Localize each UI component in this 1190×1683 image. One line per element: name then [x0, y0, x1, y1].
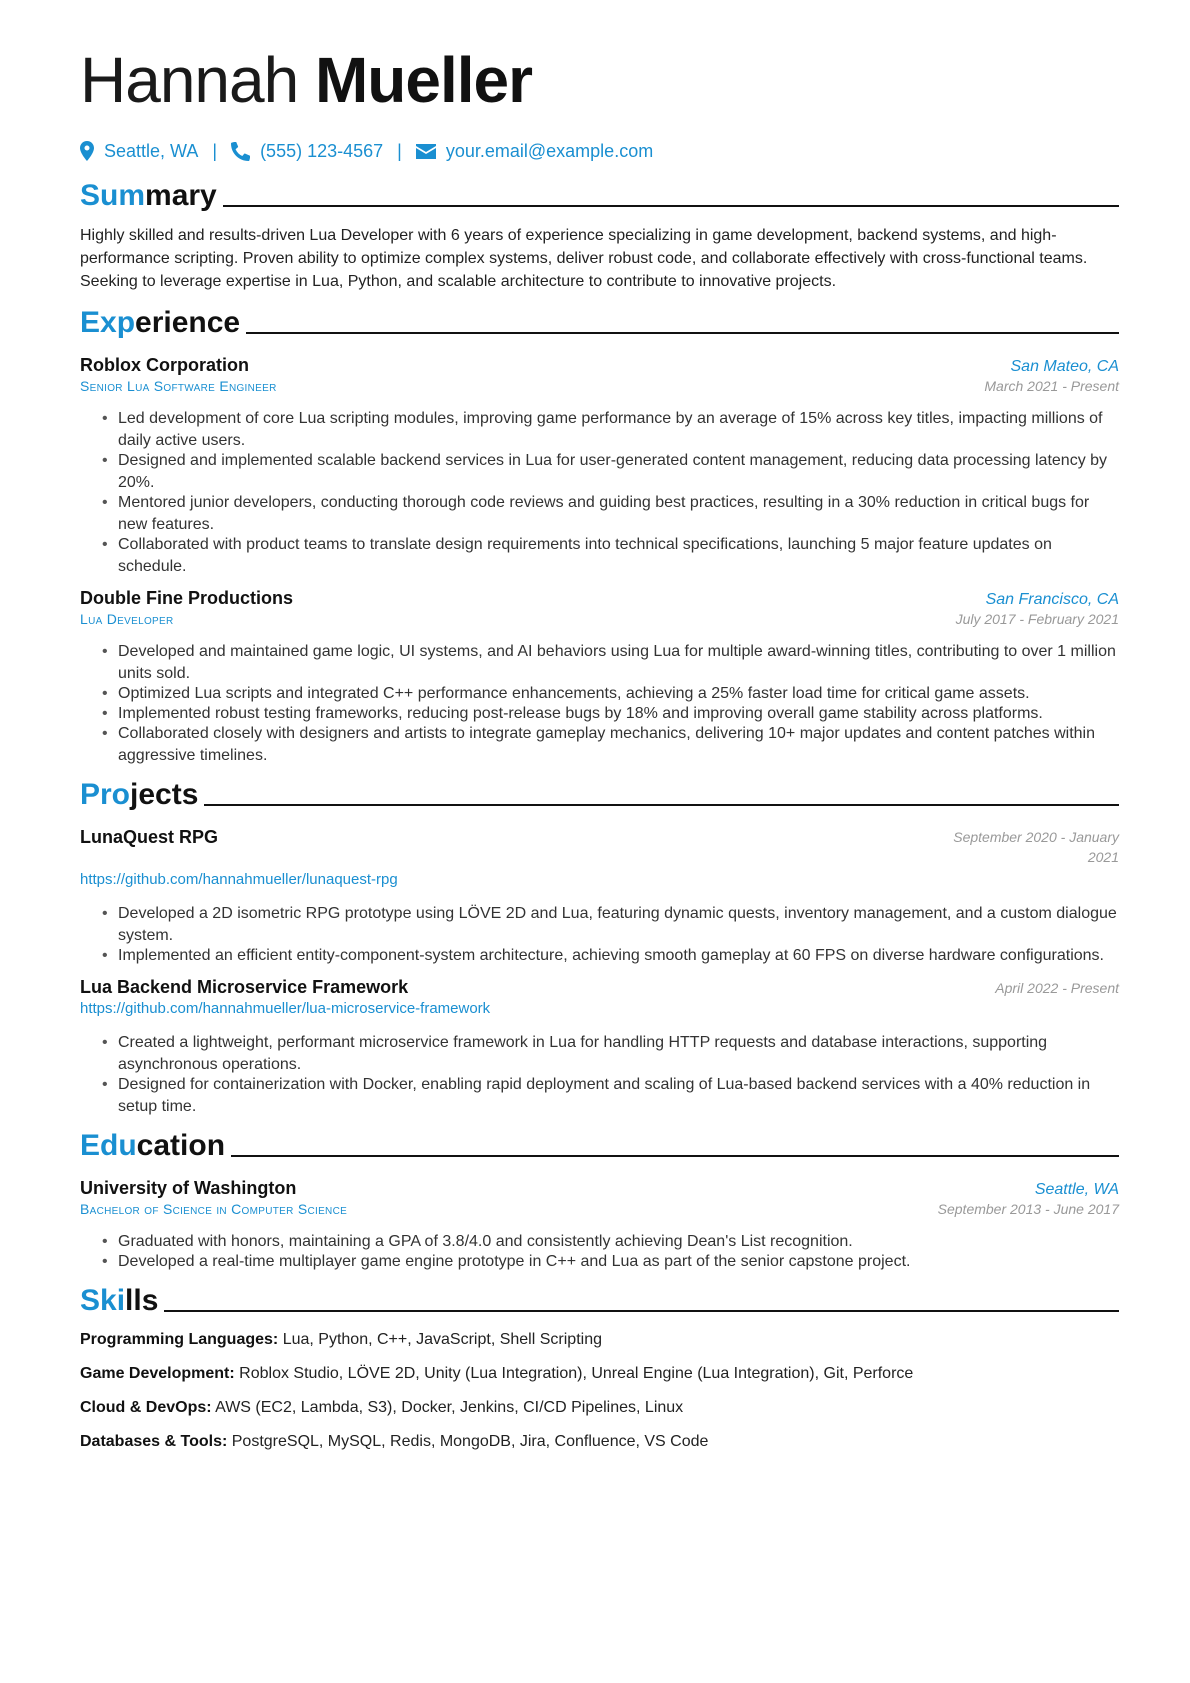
company-name: Roblox Corporation	[80, 355, 249, 375]
company-name: Double Fine Productions	[80, 588, 294, 608]
location-text: Seattle, WA	[104, 140, 199, 161]
bullet-list	[80, 641, 1119, 767]
project-entry	[80, 977, 1119, 1118]
contact-location	[80, 141, 198, 162]
job-dates: July 2017 - February 2021	[955, 611, 1119, 627]
contact-separator: |	[212, 140, 218, 161]
list-item: • Implemented robust testing frameworks, reducing post-release bugs by 18% and improving overall game stability across platforms.	[118, 703, 1119, 725]
experience-entry	[80, 355, 1119, 578]
section-title: Experience	[80, 306, 241, 339]
list-item: • Created a lightweight, performant microservice framework in Lua for handling HTTP requests and database interactions, supporting asynchronous operations.	[118, 1032, 1119, 1076]
school-name: University of Washington	[80, 1178, 297, 1198]
projects-section	[80, 775, 1119, 1118]
skills-list	[80, 1329, 1119, 1453]
list-item: • Developed a real-time multiplayer game engine prototype in C++ and Lua as part of the senior capstone project.	[118, 1251, 1119, 1273]
project-dates: September 2020 - January 2021	[953, 829, 1119, 865]
contact-phone[interactable]	[231, 141, 383, 162]
section-heading	[80, 303, 1119, 341]
project-title: Lua Backend Microservice Framework	[80, 977, 409, 997]
job-location: San Francisco, CA	[985, 591, 1119, 608]
list-item: • Optimized Lua scripts and integrated C++ performance enhancements, achieving a 25% faster load time for critical game assets.	[118, 683, 1119, 705]
section-divider	[231, 1155, 1119, 1157]
section-title: Education	[80, 1129, 226, 1162]
map-pin-icon	[80, 141, 94, 161]
envelope-icon	[416, 144, 436, 159]
skill-row	[80, 1329, 1119, 1351]
list-item: • Implemented an efficient entity-component-system architecture, achieving smooth gameplay at 60 FPS on diverse hardware configurations.	[118, 945, 1119, 967]
project-title: LunaQuest RPG	[80, 827, 219, 847]
skill-label: Programming Languages:	[80, 1331, 279, 1348]
email-text: your.email@example.com	[445, 140, 654, 161]
skill-row	[80, 1363, 1119, 1385]
list-item: • Graduated with honors, maintaining a GPA of 3.8/4.0 and consistently achieving Dean's List recognition.	[118, 1231, 1119, 1253]
bullet-list	[80, 408, 1119, 578]
skill-value: Lua, Python, C++, JavaScript, Shell Scripting	[282, 1331, 602, 1348]
education-entry	[80, 1178, 1119, 1273]
bullet-list	[80, 1032, 1119, 1118]
education-section	[80, 1126, 1119, 1273]
skill-row	[80, 1431, 1119, 1453]
summary-section	[80, 176, 1119, 293]
summary-text: Highly skilled and results-driven Lua Developer with 6 years of experience specializing in game development, backend systems, and high-performance scripting. Proven ability to optimize complex systems, deliver robust code, and collaborate effectively with cross-functional teams. Seeking to leverage expertise in Lua, Python, and scalable architecture to contribute to innovative projects.	[80, 227, 1088, 290]
project-dates: April 2022 - Present	[995, 980, 1119, 996]
project-entry	[80, 827, 1119, 967]
job-role: Lua Developer	[80, 611, 174, 627]
section-heading	[80, 775, 1119, 813]
degree: Bachelor of Science in Computer Science	[80, 1201, 348, 1217]
contact-bar	[80, 136, 1119, 166]
job-location: San Mateo, CA	[1010, 358, 1119, 375]
list-item: • Collaborated closely with designers and artists to integrate gameplay mechanics, delivering 10+ major updates and content patches within aggressive timelines.	[118, 723, 1119, 767]
bullet-list	[80, 1231, 1119, 1273]
section-heading	[80, 176, 1119, 214]
section-heading	[80, 1126, 1119, 1164]
job-role: Senior Lua Software Engineer	[80, 378, 277, 394]
section-divider	[223, 205, 1119, 207]
list-item: • Designed and implemented scalable backend services in Lua for user-generated content management, reducing data processing latency by 20%.	[118, 450, 1119, 494]
last-name: Mueller	[314, 44, 533, 116]
skill-value: AWS (EC2, Lambda, S3), Docker, Jenkins, CI/CD Pipelines, Linux	[215, 1399, 684, 1416]
skill-row	[80, 1397, 1119, 1419]
bullet-list	[80, 903, 1119, 967]
skill-label: Game Development:	[80, 1365, 235, 1382]
list-item: • Developed a 2D isometric RPG prototype using LÖVE 2D and Lua, featuring dynamic quests, inventory management, and a custom dialogue system.	[118, 903, 1119, 947]
phone-text: (555) 123-4567	[260, 140, 384, 161]
list-item: • Led development of core Lua scripting modules, improving game performance by an average of 15% across key titles, impacting millions of daily active users.	[118, 408, 1119, 452]
list-item: • Designed for containerization with Docker, enabling rapid deployment and scaling of Lua-based backend services with a 40% reduction in setup time.	[118, 1074, 1119, 1118]
section-heading	[80, 1281, 1119, 1319]
project-link[interactable]: https://github.com/hannahmueller/lunaquest-rpg	[80, 871, 398, 888]
phone-icon	[231, 142, 250, 161]
candidate-name	[80, 40, 1119, 120]
education-dates: September 2013 - June 2017	[937, 1201, 1119, 1217]
experience-section	[80, 303, 1119, 767]
section-divider	[204, 804, 1119, 806]
section-title: Skills	[80, 1284, 159, 1317]
skill-value: Roblox Studio, LÖVE 2D, Unity (Lua Integration), Unreal Engine (Lua Integration), Git, Perforce	[239, 1365, 914, 1382]
section-divider	[246, 332, 1119, 334]
contact-email[interactable]	[416, 141, 653, 162]
first-name: Hannah	[80, 44, 299, 116]
project-link[interactable]: https://github.com/hannahmueller/lua-microservice-framework	[80, 1000, 491, 1017]
section-title: Projects	[80, 778, 199, 811]
experience-entry	[80, 588, 1119, 767]
skills-section	[80, 1281, 1119, 1453]
skill-label: Databases & Tools:	[80, 1433, 228, 1450]
list-item: • Collaborated with product teams to translate design requirements into technical specifications, launching 5 major feature updates on schedule.	[118, 534, 1119, 578]
list-item: • Mentored junior developers, conducting thorough code reviews and guiding best practices, resulting in a 30% reduction in critical bugs for new features.	[118, 492, 1119, 536]
list-item: • Developed and maintained game logic, UI systems, and AI behaviors using Lua for multiple award-winning titles, contributing to over 1 million units sold.	[118, 641, 1119, 685]
section-title: Summary	[80, 179, 217, 212]
skill-value: PostgreSQL, MySQL, Redis, MongoDB, Jira, Confluence, VS Code	[231, 1433, 709, 1450]
section-divider	[164, 1310, 1119, 1312]
job-dates: March 2021 - Present	[984, 378, 1119, 394]
school-location: Seattle, WA	[1034, 1181, 1119, 1198]
skill-label: Cloud & DevOps:	[80, 1399, 212, 1416]
contact-separator: |	[397, 140, 402, 161]
